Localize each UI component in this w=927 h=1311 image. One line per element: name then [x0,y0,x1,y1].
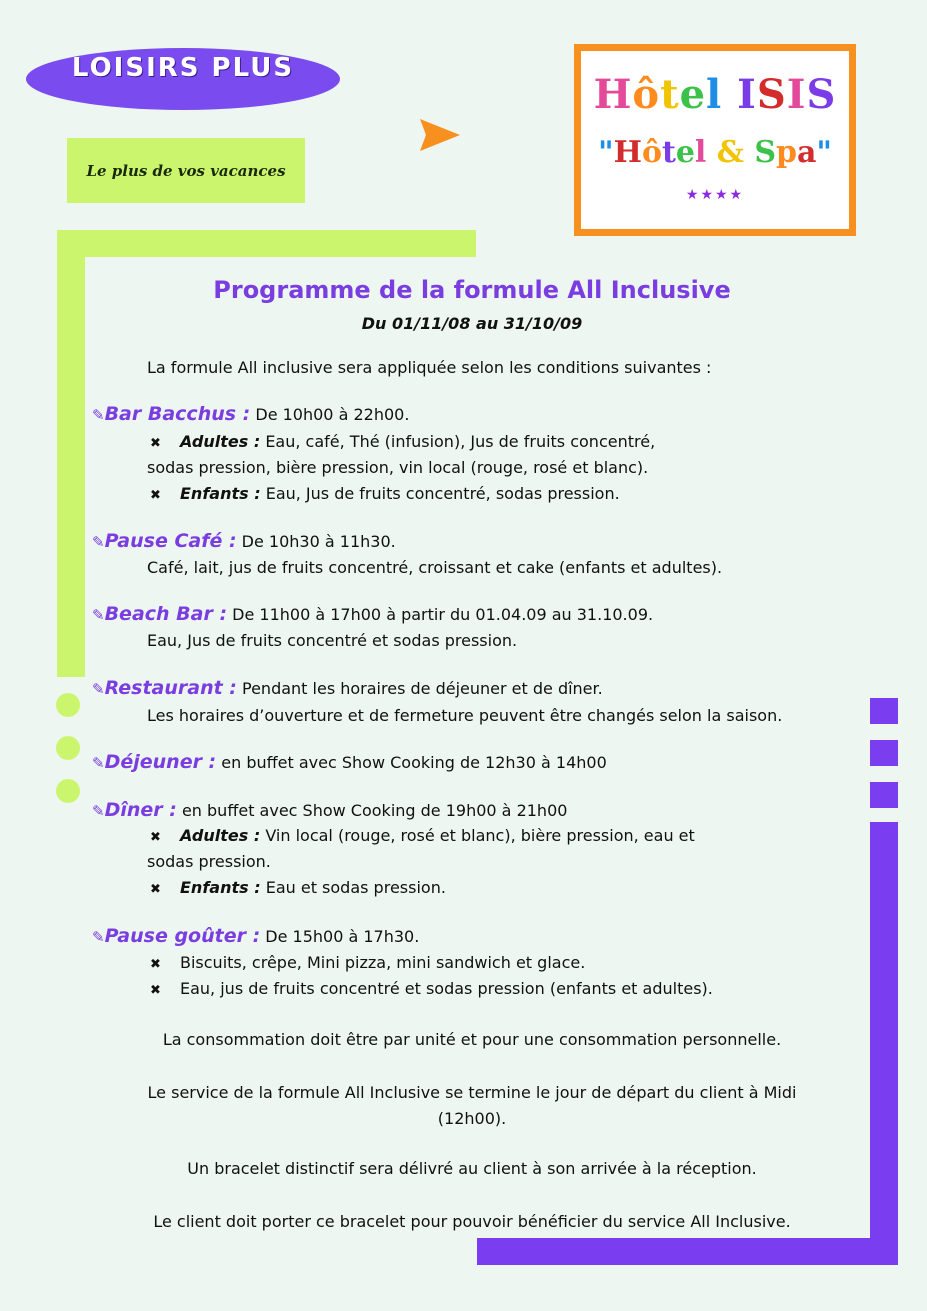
section-title: Bar Bacchus : [104,403,251,425]
pause-cafe-detail: Café, lait, jus de fruits concentré, croissant et cake (enfants et adultes). [147,558,723,577]
section-title: Beach Bar : [104,603,228,625]
diner-adultes: ✖ Adultes : Vin local (rouge, rosé et blanc), bière pression, eau et [150,826,695,845]
section-text: en buffet avec Show Cooking de 19h00 à 21h00 [181,801,568,820]
bullet-x-icon: ✖ [150,830,161,845]
pencil-icon: ✎ [92,754,105,772]
section-diner [92,799,567,821]
restaurant-detail: Les horaires d’ouverture et de fermeture peuvent être changés selon la saison. [147,706,783,725]
purple-frame-bottom [477,1238,898,1265]
pencil-icon: ✎ [92,606,105,624]
bullet-x-icon: ✖ [150,882,161,897]
bullet-x-icon: ✖ [150,957,161,972]
orange-arrow-icon [420,119,462,151]
bullet-x-icon: ✖ [150,983,161,998]
green-dot [56,736,80,760]
section-pause-gouter [92,925,419,947]
gouter-item: ✖ Biscuits, crêpe, Mini pizza, mini sandwich et glace. [150,953,586,972]
section-restaurant [92,677,603,699]
note-service-cont: (12h00). [437,1109,507,1128]
section-text: De 15h00 à 17h30. [265,927,420,946]
gouter-item: ✖ Eau, jus de fruits concentré et sodas pression (enfants et adultes). [150,979,713,998]
purple-square [870,740,898,766]
section-title: Restaurant : [104,677,237,699]
page-title: Programme de la formule All Inclusive [213,276,731,304]
pencil-icon: ✎ [92,406,105,424]
section-text: De 10h00 à 22h00. [255,405,410,424]
section-bar-bacchus [92,403,409,425]
logo-stars: ★★★★ [685,187,745,203]
hotel-logo [574,44,856,236]
section-text: De 10h30 à 11h30. [241,532,396,551]
note-bracelet-obligatoire: Le client doit porter ce bracelet pour pouvoir bénéficier du service All Inclusive. [153,1212,791,1231]
section-pause-cafe [92,530,396,552]
note-bracelet: Un bracelet distinctif sera délivré au client à son arrivée à la réception. [187,1159,757,1178]
diner-adultes-cont: sodas pression. [147,852,271,871]
green-dot [56,779,80,803]
logo-hotel-name: Hôtel ISIS [593,71,837,118]
bar-enfants: ✖ Enfants : Eau, Jus de fruits concentré, sodas pression. [150,484,620,503]
tagline-box [67,138,305,203]
section-title: Pause goûter : [104,925,261,947]
pencil-icon: ✎ [92,533,105,551]
loisirs-plus-badge [26,48,340,110]
section-title: Dîner : [104,799,177,821]
section-beach-bar [92,603,653,625]
pencil-icon: ✎ [92,928,105,946]
intro-text: La formule All inclusive sera appliquée selon les conditions suivantes : [147,358,712,377]
green-frame-top [57,230,476,257]
bar-adultes-cont: sodas pression, bière pression, vin local (rouge, rosé et blanc). [147,458,649,477]
bullet-x-icon: ✖ [150,436,161,451]
diner-enfants: ✖ Enfants : Eau et sodas pression. [150,878,446,897]
tagline-text: Le plus de vos vacances [86,161,286,180]
section-title: Pause Café : [104,530,237,552]
purple-square [870,698,898,724]
bar-adultes: ✖ Adultes : Eau, café, Thé (infusion), Jus de fruits concentré, [150,432,656,451]
pencil-icon: ✎ [92,802,105,820]
green-dot [56,693,80,717]
section-dejeuner [92,751,607,773]
logo-hotel-spa: "Hôtel & Spa" [597,135,833,170]
section-text: Pendant les horaires de déjeuner et de dîner. [242,679,603,698]
section-title: Déjeuner : [104,751,217,773]
section-text: De 11h00 à 17h00 à partir du 01.04.09 au 31.10.09. [232,605,654,624]
note-consommation: La consommation doit être par unité et pour une consommation personnelle. [162,1030,782,1049]
section-text: en buffet avec Show Cooking de 12h30 à 14h00 [221,753,607,772]
bullet-x-icon: ✖ [150,488,161,503]
note-service: Le service de la formule All Inclusive se termine le jour de départ du client à Midi [147,1083,797,1102]
beach-bar-detail: Eau, Jus de fruits concentré et sodas pression. [147,631,518,650]
badge-label: LOISIRS PLUS [71,53,295,83]
purple-square [870,782,898,808]
pencil-icon: ✎ [92,680,105,698]
date-range: Du 01/11/08 au 31/10/09 [361,314,583,333]
